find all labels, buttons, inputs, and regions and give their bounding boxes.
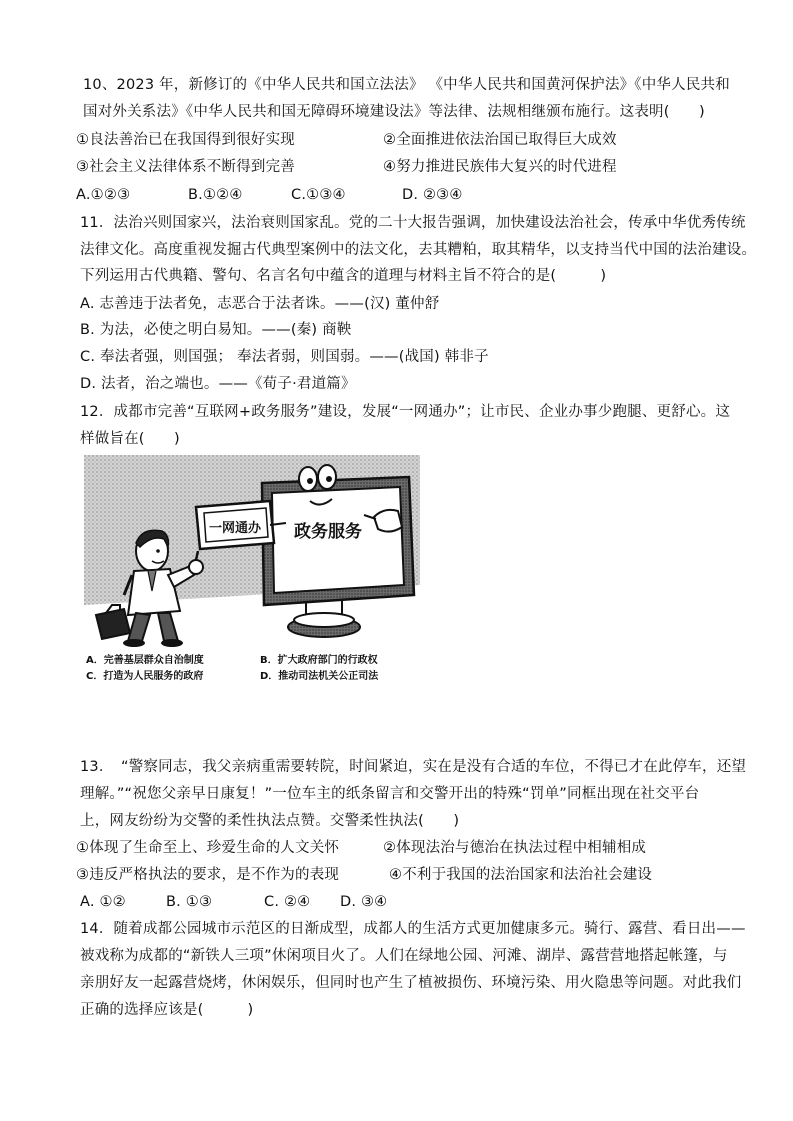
q10-option-1: ①良法善治已在我国得到很好实现 xyxy=(76,132,295,148)
q12-option-a: A．完善基层群众自治制度 xyxy=(86,655,204,666)
q11-stem-line3: 下列运用古代典籍、警句、名言名句中蕴含的道理与材料主旨不符合的是( ) xyxy=(80,268,607,284)
q10-option-2: ②全面推进依法治国已取得巨大成效 xyxy=(383,132,617,148)
q10-option-3: ③社会主义法律体系不断得到完善 xyxy=(76,159,295,175)
q11-stem-line2: 法律文化。高度重视发掘古代典型案例中的法文化，去其糟粕，取其精华，以支持当代中国的法治建设。 xyxy=(80,242,757,258)
q13-choice-a: A. ①② xyxy=(80,894,126,910)
q11-stem-line1: 11．法治兴则国家兴，法治衰则国家乱。党的二十大报告强调，加快建设法治社会，传承中华优秀传统 xyxy=(80,215,746,231)
q13-option-2: ②体现法治与德治在执法过程中相辅相成 xyxy=(383,840,647,856)
q13-choice-d: D. ③④ xyxy=(340,894,388,910)
q10-choice-d: D. ②③④ xyxy=(402,187,463,203)
q10-choice-b: B.①②④ xyxy=(188,187,243,203)
q13-stem-line3: 上，网友纷纷为交警的柔性执法点赞。交警柔性执法( ) xyxy=(80,813,460,829)
q12-cartoon-figure xyxy=(84,455,420,687)
q13-choice-b: B. ①③ xyxy=(166,894,213,910)
q11-option-b: B. 为法，必使之明白易知。——(秦) 商鞅 xyxy=(80,322,352,338)
q12-stem-line2: 样做旨在( ) xyxy=(80,431,180,447)
q11-option-a: A. 志善违于法者免，志恶合于法者诛。——(汉) 董仲舒 xyxy=(80,296,440,312)
sign-government-service: 政务服务 xyxy=(294,522,362,542)
q11-option-d: D. 法者，治之端也。——《荀子·君道篇》 xyxy=(80,376,356,392)
q12-option-c: C．打造为人民服务的政府 xyxy=(86,671,204,682)
q13-option-4: ④不利于我国的法治国家和法治社会建设 xyxy=(389,867,653,883)
sign-one-net-service: 一网通办 xyxy=(209,521,262,536)
cartoon-illustration xyxy=(84,455,420,650)
q13-stem-line2: 理解。”“祝您父亲早日康复！”一位车主的纸条留言和交警开出的特殊“罚单”同框出现在社交平台 xyxy=(80,786,700,802)
q10-option-4: ④努力推进民族伟大复兴的时代进程 xyxy=(383,159,617,175)
q14-stem-line1: 14．随着成都公园城市示范区的日渐成型，成都人的生活方式更加健康多元。骑行、露营、看日出—— xyxy=(80,921,746,937)
q13-option-1: ①体现了生命至上、珍爱生命的人文关怀 xyxy=(76,840,340,856)
q14-stem-line4: 正确的选择应该是( ) xyxy=(80,1002,254,1018)
q12-option-d: D．推动司法机关公正司法 xyxy=(260,671,379,682)
q13-choice-c: C. ②④ xyxy=(264,894,311,910)
q10-stem-line2: 国对外关系法》《中华人民共和国无障碍环境建设法》等法律、法规相继颁布施行。这表明( ) xyxy=(83,104,705,120)
q13-option-3: ③违反严格执法的要求，是不作为的表现 xyxy=(76,867,340,883)
q14-stem-line3: 亲朋好友一起露营烧烤，休闲娱乐，但同时也产生了植被损伤、环境污染、用火隐患等问题。对此我们 xyxy=(80,975,742,991)
q14-stem-line2: 被戏称为成都的“新铁人三项”休闲项目火了。人们在绿地公园、河滩、湖岸、露营营地搭起帐篷，与 xyxy=(80,948,728,964)
q10-stem-line1: 10、2023 年，新修订的《中华人民共和国立法法》 《中华人民共和国黄河保护法》《中华人民共和 xyxy=(83,77,730,93)
q12-stem-line1: 12．成都市完善“互联网+政务服务”建设，发展“一网通办”；让市民、企业办事少跑腿、更舒心。这 xyxy=(80,404,731,420)
q13-stem-line1: 13． “警察同志，我父亲病重需要转院，时间紧迫，实在是没有合适的车位，不得已才在此停车，还望 xyxy=(80,759,747,775)
q10-choice-c: C.①③④ xyxy=(291,187,346,203)
q10-choice-a: A.①②③ xyxy=(76,187,131,203)
q12-option-b: B．扩大政府部门的行政权 xyxy=(260,655,378,666)
q11-option-c: C. 奉法者强，则国强； 奉法者弱，则国弱。——(战国) 韩非子 xyxy=(80,349,489,365)
